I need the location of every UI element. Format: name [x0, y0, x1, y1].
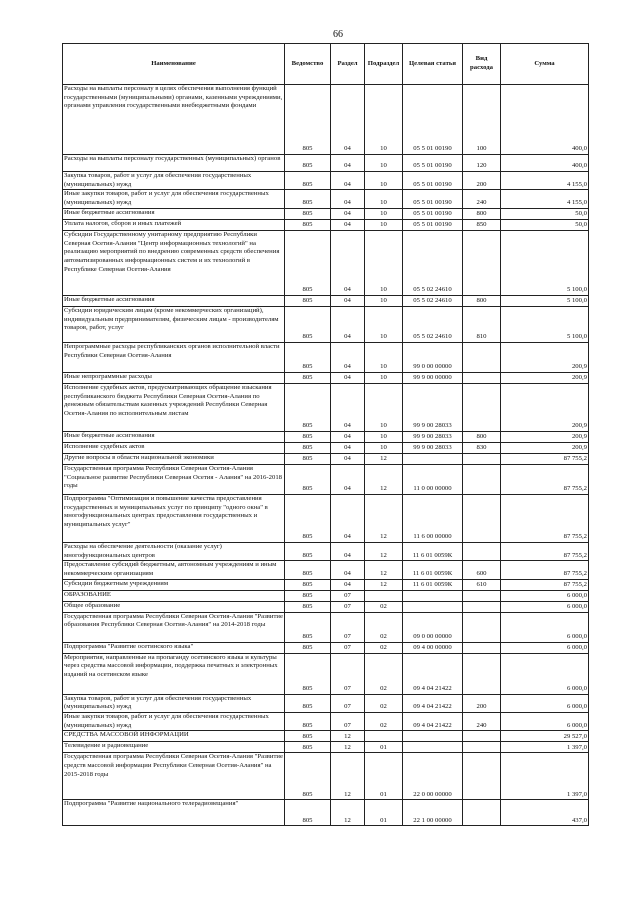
- row-section-cell: 07: [331, 590, 365, 601]
- row-department-cell: 805: [285, 431, 331, 442]
- row-target-item-cell: 09 4 04 21422: [403, 653, 463, 694]
- row-name-cell: Общее образование: [63, 601, 285, 612]
- row-subsection-cell: 02: [365, 612, 403, 642]
- row-subsection-cell: 10: [365, 372, 403, 383]
- row-section-cell: 04: [331, 383, 365, 431]
- row-department-cell: 805: [285, 342, 331, 372]
- row-name-cell: Субсидии Государственному унитарному предприятию Республики Северная Осетия-Алания "Центр информационных технологий" на реализацию мероприятий по внедрению современных средств обеспечения автоматизированных информационных систем и их технологий в Республике Северная Осетия-Алания: [63, 230, 285, 295]
- row-section-cell: 04: [331, 431, 365, 442]
- row-department-cell: 805: [285, 172, 331, 190]
- row-section-cell: 07: [331, 601, 365, 612]
- row-expense-type-cell: [463, 342, 501, 372]
- row-subsection-cell: 02: [365, 713, 403, 731]
- row-department-cell: 805: [285, 208, 331, 219]
- row-amount-cell: 400,0: [501, 155, 589, 172]
- row-department-cell: 805: [285, 612, 331, 642]
- row-expense-type-cell: 240: [463, 713, 501, 731]
- row-expense-type-cell: 850: [463, 219, 501, 230]
- table-row: [63, 742, 589, 753]
- table-body: [63, 85, 589, 826]
- row-target-item-cell: 05 5 01 00190: [403, 190, 463, 208]
- row-subsection-cell: 02: [365, 642, 403, 653]
- row-amount-cell: 6 000,0: [501, 642, 589, 653]
- row-target-item-cell: 22 1 00 00000: [403, 800, 463, 826]
- row-amount-cell: 87 755,2: [501, 464, 589, 494]
- row-department-cell: 805: [285, 742, 331, 753]
- table-row: [63, 612, 589, 642]
- row-amount-cell: 87 755,2: [501, 579, 589, 590]
- table-row: [63, 494, 589, 542]
- row-expense-type-cell: 810: [463, 306, 501, 342]
- table-row: [63, 190, 589, 208]
- row-expense-type-cell: 240: [463, 190, 501, 208]
- row-target-item-cell: 11 0 00 00000: [403, 464, 463, 494]
- row-target-item-cell: 05 5 01 00190: [403, 208, 463, 219]
- table-row: [63, 800, 589, 826]
- row-target-item-cell: 99 9 00 28033: [403, 431, 463, 442]
- row-amount-cell: 5 100,0: [501, 306, 589, 342]
- row-department-cell: 805: [285, 442, 331, 453]
- row-name-cell: Иные бюджетные ассигнования: [63, 431, 285, 442]
- row-subsection-cell: 02: [365, 694, 403, 712]
- row-subsection-cell: 01: [365, 753, 403, 800]
- row-name-cell: Государственная программа Республики Северная Осетия-Алания "Развитие средств массовой информации Республики Северная Осетия-Алания" на 2015-2018 годы: [63, 753, 285, 800]
- row-subsection-cell: 01: [365, 742, 403, 753]
- row-subsection-cell: 10: [365, 208, 403, 219]
- row-amount-cell: 200,9: [501, 383, 589, 431]
- row-expense-type-cell: [463, 653, 501, 694]
- row-amount-cell: 6 000,0: [501, 601, 589, 612]
- row-expense-type-cell: [463, 494, 501, 542]
- row-subsection-cell: 10: [365, 342, 403, 372]
- row-target-item-cell: [403, 453, 463, 464]
- row-department-cell: 805: [285, 753, 331, 800]
- row-section-cell: 04: [331, 542, 365, 560]
- row-expense-type-cell: [463, 383, 501, 431]
- row-expense-type-cell: 100: [463, 85, 501, 155]
- row-section-cell: 04: [331, 172, 365, 190]
- row-target-item-cell: [403, 742, 463, 753]
- row-expense-type-cell: [463, 753, 501, 800]
- row-subsection-cell: 10: [365, 219, 403, 230]
- row-amount-cell: 1 397,0: [501, 753, 589, 800]
- table-row: [63, 208, 589, 219]
- row-amount-cell: 5 100,0: [501, 295, 589, 306]
- row-section-cell: 12: [331, 800, 365, 826]
- table-row: [63, 753, 589, 800]
- row-amount-cell: 200,9: [501, 342, 589, 372]
- row-target-item-cell: 11 6 00 00000: [403, 494, 463, 542]
- row-section-cell: 04: [331, 219, 365, 230]
- row-amount-cell: 5 100,0: [501, 230, 589, 295]
- row-name-cell: Уплата налогов, сборов и иных платежей: [63, 219, 285, 230]
- row-subsection-cell: 12: [365, 579, 403, 590]
- table-row: [63, 230, 589, 295]
- row-department-cell: 805: [285, 590, 331, 601]
- row-name-cell: Подпрограмма "Развитие осетинского языка": [63, 642, 285, 653]
- row-amount-cell: 6 000,0: [501, 590, 589, 601]
- row-department-cell: 805: [285, 219, 331, 230]
- row-amount-cell: 50,0: [501, 208, 589, 219]
- row-expense-type-cell: 120: [463, 155, 501, 172]
- row-section-cell: 04: [331, 306, 365, 342]
- page-number: 66: [333, 29, 343, 40]
- row-subsection-cell: 10: [365, 442, 403, 453]
- row-subsection-cell: 10: [365, 295, 403, 306]
- row-department-cell: 805: [285, 800, 331, 826]
- row-name-cell: Государственная программа Республики Северная Осетия-Алания "Развитие образования Республики Северная Осетия-Алания" на 2014-2018 годы: [63, 612, 285, 642]
- row-subsection-cell: [365, 731, 403, 742]
- row-expense-type-cell: 600: [463, 561, 501, 579]
- row-amount-cell: 87 755,2: [501, 453, 589, 464]
- row-amount-cell: 87 755,2: [501, 542, 589, 560]
- table-row: [63, 561, 589, 579]
- row-amount-cell: 200,9: [501, 372, 589, 383]
- row-name-cell: Другие вопросы в области национальной экономики: [63, 453, 285, 464]
- row-department-cell: 805: [285, 453, 331, 464]
- row-name-cell: Исполнение судебных актов: [63, 442, 285, 453]
- table-row: [63, 642, 589, 653]
- row-amount-cell: 200,9: [501, 431, 589, 442]
- row-expense-type-cell: 800: [463, 295, 501, 306]
- table-row: [63, 731, 589, 742]
- table-row: [63, 464, 589, 494]
- budget-table: [62, 43, 589, 826]
- row-department-cell: 805: [285, 731, 331, 742]
- row-expense-type-cell: 610: [463, 579, 501, 590]
- row-subsection-cell: 10: [365, 431, 403, 442]
- row-section-cell: 04: [331, 208, 365, 219]
- row-subsection-cell: 12: [365, 494, 403, 542]
- row-amount-cell: 87 755,2: [501, 494, 589, 542]
- row-section-cell: 07: [331, 713, 365, 731]
- row-section-cell: 04: [331, 442, 365, 453]
- row-expense-type-cell: [463, 731, 501, 742]
- row-department-cell: 805: [285, 85, 331, 155]
- table-row: [63, 306, 589, 342]
- row-department-cell: 805: [285, 579, 331, 590]
- row-subsection-cell: 01: [365, 800, 403, 826]
- row-target-item-cell: 11 6 01 0059К: [403, 542, 463, 560]
- row-expense-type-cell: [463, 800, 501, 826]
- row-subsection-cell: 12: [365, 561, 403, 579]
- row-section-cell: 04: [331, 464, 365, 494]
- row-subsection-cell: [365, 590, 403, 601]
- row-target-item-cell: 09 4 04 21422: [403, 694, 463, 712]
- row-section-cell: 04: [331, 494, 365, 542]
- row-expense-type-cell: [463, 612, 501, 642]
- table-row: [63, 542, 589, 560]
- row-section-cell: 04: [331, 190, 365, 208]
- row-amount-cell: 6 000,0: [501, 694, 589, 712]
- row-name-cell: Расходы на выплаты персоналу государственных (муниципальных) органов: [63, 155, 285, 172]
- header-department: Ведомство: [285, 44, 331, 85]
- row-name-cell: Закупка товаров, работ и услуг для обеспечения государственных (муниципальных) нужд: [63, 694, 285, 712]
- row-department-cell: 805: [285, 295, 331, 306]
- row-expense-type-cell: [463, 590, 501, 601]
- row-name-cell: Иные бюджетные ассигнования: [63, 208, 285, 219]
- row-name-cell: Иные непрограммные расходы: [63, 372, 285, 383]
- row-amount-cell: 200,9: [501, 442, 589, 453]
- row-amount-cell: 87 755,2: [501, 561, 589, 579]
- row-expense-type-cell: 200: [463, 172, 501, 190]
- row-subsection-cell: 12: [365, 453, 403, 464]
- header-subsection: Подраздел: [365, 44, 403, 85]
- row-target-item-cell: 05 5 01 00190: [403, 85, 463, 155]
- table-row: [63, 442, 589, 453]
- row-subsection-cell: 10: [365, 306, 403, 342]
- row-expense-type-cell: [463, 542, 501, 560]
- header-name: Наименование: [63, 44, 285, 85]
- row-target-item-cell: 05 5 02 24610: [403, 306, 463, 342]
- row-target-item-cell: 05 5 01 00190: [403, 172, 463, 190]
- row-expense-type-cell: [463, 464, 501, 494]
- row-section-cell: 12: [331, 753, 365, 800]
- row-section-cell: 04: [331, 579, 365, 590]
- row-expense-type-cell: [463, 642, 501, 653]
- table-row: [63, 372, 589, 383]
- row-amount-cell: 6 000,0: [501, 713, 589, 731]
- table-row: [63, 453, 589, 464]
- row-department-cell: 805: [285, 190, 331, 208]
- row-name-cell: Подпрограмма "Развитие национального телерадиовещания": [63, 800, 285, 826]
- row-target-item-cell: 05 5 02 24610: [403, 295, 463, 306]
- row-department-cell: 805: [285, 694, 331, 712]
- table-row: [63, 431, 589, 442]
- row-section-cell: 04: [331, 342, 365, 372]
- row-subsection-cell: 10: [365, 230, 403, 295]
- row-subsection-cell: 10: [365, 85, 403, 155]
- row-name-cell: Субсидии бюджетным учреждениям: [63, 579, 285, 590]
- row-department-cell: 805: [285, 306, 331, 342]
- row-subsection-cell: 12: [365, 542, 403, 560]
- row-subsection-cell: 10: [365, 172, 403, 190]
- row-name-cell: ОБРАЗОВАНИЕ: [63, 590, 285, 601]
- row-target-item-cell: [403, 731, 463, 742]
- row-name-cell: Иные бюджетные ассигнования: [63, 295, 285, 306]
- row-subsection-cell: 10: [365, 190, 403, 208]
- row-expense-type-cell: [463, 230, 501, 295]
- row-target-item-cell: 99 9 00 28033: [403, 442, 463, 453]
- row-name-cell: Предоставление субсидий бюджетным, автономным учреждениям и иным некоммерческим организациям: [63, 561, 285, 579]
- row-expense-type-cell: [463, 372, 501, 383]
- table-row: [63, 601, 589, 612]
- row-department-cell: 805: [285, 642, 331, 653]
- table-row: [63, 85, 589, 155]
- row-section-cell: 07: [331, 612, 365, 642]
- table-row: [63, 155, 589, 172]
- row-amount-cell: 1 397,0: [501, 742, 589, 753]
- row-target-item-cell: 05 5 02 24610: [403, 230, 463, 295]
- row-subsection-cell: 10: [365, 383, 403, 431]
- row-department-cell: 805: [285, 713, 331, 731]
- row-section-cell: 04: [331, 230, 365, 295]
- row-department-cell: 805: [285, 601, 331, 612]
- row-target-item-cell: 22 0 00 00000: [403, 753, 463, 800]
- row-amount-cell: 4 155,0: [501, 190, 589, 208]
- table-header-row: [63, 44, 589, 85]
- header-section: Раздел: [331, 44, 365, 85]
- row-name-cell: Закупка товаров, работ и услуг для обеспечения государственных (муниципальных) нужд: [63, 172, 285, 190]
- row-department-cell: 805: [285, 542, 331, 560]
- row-name-cell: Исполнение судебных актов, предусматривающих обращение взыскания республиканского бюджета Республики Северная Осетия-Алания по денежным обязательствам казенных учреждений Республики Северная Осетия-Алания по исполнительным листам: [63, 383, 285, 431]
- row-department-cell: 805: [285, 155, 331, 172]
- row-amount-cell: 6 000,0: [501, 612, 589, 642]
- row-target-item-cell: [403, 590, 463, 601]
- row-target-item-cell: 09 4 00 00000: [403, 642, 463, 653]
- header-amount: Сумма: [501, 44, 589, 85]
- row-subsection-cell: 10: [365, 155, 403, 172]
- row-amount-cell: 50,0: [501, 219, 589, 230]
- table-row: [63, 383, 589, 431]
- row-section-cell: 12: [331, 742, 365, 753]
- row-expense-type-cell: [463, 601, 501, 612]
- row-section-cell: 07: [331, 694, 365, 712]
- table-row: [63, 172, 589, 190]
- row-target-item-cell: [403, 601, 463, 612]
- row-section-cell: 04: [331, 295, 365, 306]
- row-subsection-cell: 12: [365, 464, 403, 494]
- row-name-cell: Непрограммные расходы республиканских органов исполнительной власти Республики Северная Осетия-Алания: [63, 342, 285, 372]
- row-target-item-cell: 11 6 01 0059К: [403, 561, 463, 579]
- row-section-cell: 04: [331, 561, 365, 579]
- row-name-cell: СРЕДСТВА МАССОВОЙ ИНФОРМАЦИИ: [63, 731, 285, 742]
- header-expense-type: Вид расхода: [463, 44, 501, 85]
- row-expense-type-cell: 200: [463, 694, 501, 712]
- table-row: [63, 694, 589, 712]
- row-section-cell: 12: [331, 731, 365, 742]
- row-name-cell: Государственная программа Республики Северная Осетия-Алания "Социальное развитие Республики Северная Осетия - Алания" на 2016-2018 годы: [63, 464, 285, 494]
- row-section-cell: 07: [331, 642, 365, 653]
- row-amount-cell: 437,0: [501, 800, 589, 826]
- row-target-item-cell: 11 6 01 0059К: [403, 579, 463, 590]
- row-subsection-cell: 02: [365, 601, 403, 612]
- row-department-cell: 805: [285, 230, 331, 295]
- row-name-cell: Иные закупки товаров, работ и услуг для обеспечения государственных (муниципальных) нужд: [63, 713, 285, 731]
- row-target-item-cell: 05 5 01 00190: [403, 219, 463, 230]
- row-amount-cell: 29 527,0: [501, 731, 589, 742]
- row-amount-cell: 4 155,0: [501, 172, 589, 190]
- row-name-cell: Расходы на обеспечение деятельности (оказание услуг) многофункциональных центров: [63, 542, 285, 560]
- row-name-cell: Иные закупки товаров, работ и услуг для обеспечения государственных (муниципальных) нужд: [63, 190, 285, 208]
- row-department-cell: 805: [285, 561, 331, 579]
- row-name-cell: Субсидии юридическим лицам (кроме некоммерческих организаций), индивидуальным предпринимателям, физическим лицам - производителям товаров, работ, услуг: [63, 306, 285, 342]
- table-row: [63, 295, 589, 306]
- row-section-cell: 04: [331, 372, 365, 383]
- row-amount-cell: 400,0: [501, 85, 589, 155]
- row-department-cell: 805: [285, 383, 331, 431]
- row-amount-cell: 6 000,0: [501, 653, 589, 694]
- row-section-cell: 04: [331, 85, 365, 155]
- row-section-cell: 04: [331, 453, 365, 464]
- table-row: [63, 579, 589, 590]
- table-row: [63, 219, 589, 230]
- row-name-cell: Подпрограмма "Оптимизация и повышение качества предоставления государственных и муниципальных услуг по принципу "одного окна" в многофункциональных центрах предоставления государственных и муниципальных услуг": [63, 494, 285, 542]
- table-row: [63, 653, 589, 694]
- row-target-item-cell: 99 0 00 00000: [403, 342, 463, 372]
- row-name-cell: Расходы на выплаты персоналу в целях обеспечения выполнения функций государственными (муниципальными) органами, казенными учреждениями, органами управления государственными внебюджетными фондами: [63, 85, 285, 155]
- row-name-cell: Мероприятия, направленные на пропаганду осетинского языка и культуры через средства массовой информации, поддержка печатных и электронных изданий на осетинском языке: [63, 653, 285, 694]
- row-department-cell: 805: [285, 372, 331, 383]
- row-expense-type-cell: 800: [463, 431, 501, 442]
- row-expense-type-cell: 800: [463, 208, 501, 219]
- row-expense-type-cell: [463, 742, 501, 753]
- row-department-cell: 805: [285, 464, 331, 494]
- row-target-item-cell: 99 9 00 00000: [403, 372, 463, 383]
- table-row: [63, 590, 589, 601]
- row-section-cell: 04: [331, 155, 365, 172]
- row-department-cell: 805: [285, 494, 331, 542]
- table-row: [63, 713, 589, 731]
- row-name-cell: Телевидение и радиовещание: [63, 742, 285, 753]
- row-department-cell: 805: [285, 653, 331, 694]
- row-target-item-cell: 99 9 00 28033: [403, 383, 463, 431]
- row-subsection-cell: 02: [365, 653, 403, 694]
- table-row: [63, 342, 589, 372]
- row-expense-type-cell: 830: [463, 442, 501, 453]
- row-expense-type-cell: [463, 453, 501, 464]
- row-target-item-cell: 09 4 04 21422: [403, 713, 463, 731]
- header-target-item: Целевая статья: [403, 44, 463, 85]
- row-target-item-cell: 05 5 01 00190: [403, 155, 463, 172]
- row-section-cell: 07: [331, 653, 365, 694]
- row-target-item-cell: 09 0 00 00000: [403, 612, 463, 642]
